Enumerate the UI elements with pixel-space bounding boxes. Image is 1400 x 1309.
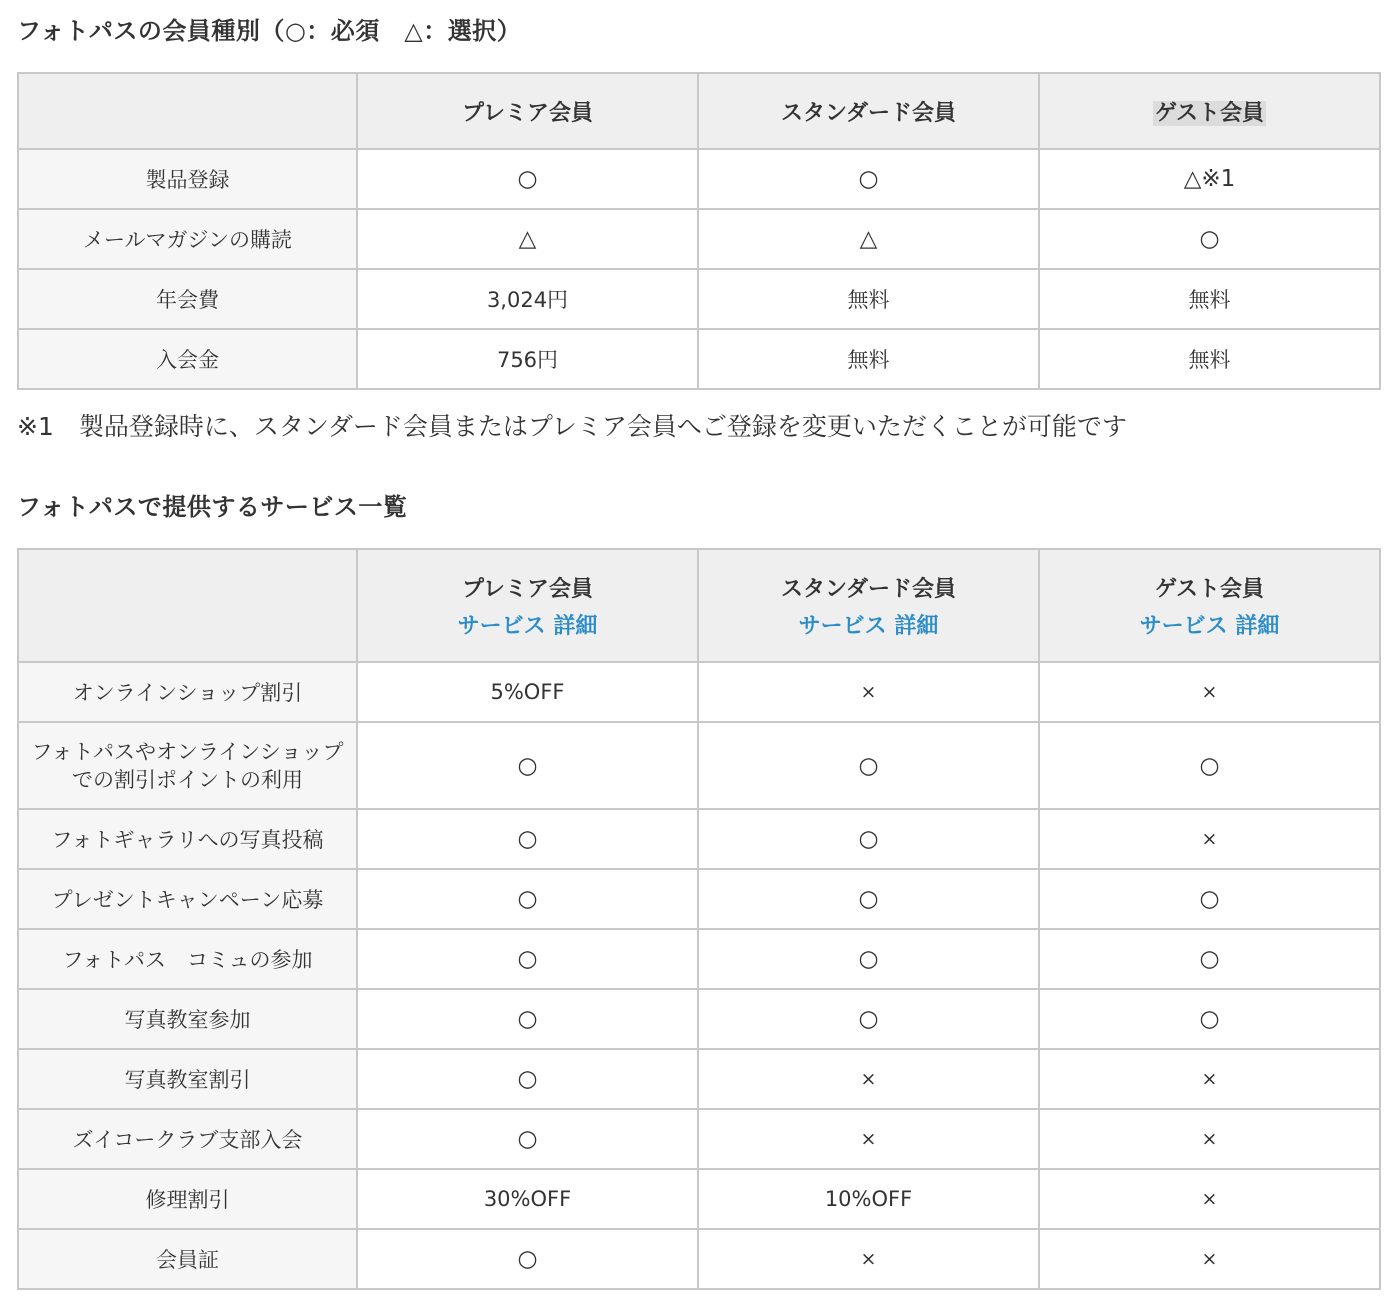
cell-premier: ○ (357, 722, 698, 809)
cell-guest: × (1039, 662, 1380, 722)
row-label: フォトパス コミュの参加 (18, 929, 357, 989)
membership-types-title: フォトパスの会員種別（○：必須 △：選択） (17, 17, 522, 45)
row-label: ズイコークラブ支部入会 (18, 1109, 357, 1169)
header-premier: プレミア会員 (357, 73, 698, 149)
header-standard: スタンダード会員 (698, 73, 1039, 149)
header-standard-label: スタンダード会員 (780, 576, 957, 602)
header-empty (18, 549, 357, 662)
header-guest (1039, 549, 1380, 662)
row-label: 入会金 (18, 329, 357, 389)
row-label: フォトパスやオンラインショップでの割引ポイントの利用 (18, 722, 357, 809)
row-label: 製品登録 (18, 149, 357, 209)
cell-standard: △ (698, 209, 1039, 269)
cell-standard: 無料 (698, 269, 1039, 329)
cell-standard: ○ (698, 929, 1039, 989)
cell-premier: ○ (357, 809, 698, 869)
cell-guest: △※1 (1039, 149, 1380, 209)
row-label: 修理割引 (18, 1169, 357, 1229)
header-empty (18, 73, 357, 149)
cell-standard: × (698, 662, 1039, 722)
cell-guest: ○ (1039, 722, 1380, 809)
standard-service-detail-link[interactable]: サービス 詳細 (798, 613, 939, 639)
cell-standard: 無料 (698, 329, 1039, 389)
cell-standard: 10%OFF (698, 1169, 1039, 1229)
table-row (18, 1109, 1380, 1169)
cell-guest: ○ (1039, 929, 1380, 989)
table-row (18, 1229, 1380, 1289)
cell-premier: 756円 (357, 329, 698, 389)
table-row (18, 1169, 1380, 1229)
cell-guest: ○ (1039, 869, 1380, 929)
cell-guest: ○ (1039, 989, 1380, 1049)
footnote: ※1 製品登録時に、スタンダード会員またはプレミア会員へご登録を変更いただくことが可能です (17, 412, 1127, 441)
table-header-row (18, 549, 1380, 662)
table-row (18, 269, 1380, 329)
premier-service-detail-link[interactable]: サービス 詳細 (457, 613, 598, 639)
table-row (18, 989, 1380, 1049)
header-guest (1039, 73, 1380, 149)
cell-standard: ○ (698, 722, 1039, 809)
cell-premier: 5%OFF (357, 662, 698, 722)
row-label: 写真教室参加 (18, 989, 357, 1049)
cell-premier: 3,024円 (357, 269, 698, 329)
cell-premier: △ (357, 209, 698, 269)
table-row (18, 929, 1380, 989)
header-premier-label: プレミア会員 (461, 576, 594, 602)
cell-premier: ○ (357, 149, 698, 209)
cell-standard: × (698, 1049, 1039, 1109)
cell-guest: × (1039, 1169, 1380, 1229)
table-header-row (18, 73, 1380, 149)
cell-standard: ○ (698, 149, 1039, 209)
row-label: 会員証 (18, 1229, 357, 1289)
table-row (18, 149, 1380, 209)
cell-standard: × (698, 1229, 1039, 1289)
row-label: オンラインショップ割引 (18, 662, 357, 722)
table-row (18, 662, 1380, 722)
cell-standard: ○ (698, 869, 1039, 929)
cell-standard: × (698, 1109, 1039, 1169)
header-standard (698, 549, 1039, 662)
cell-standard: ○ (698, 989, 1039, 1049)
cell-premier: ○ (357, 869, 698, 929)
cell-premier: ○ (357, 989, 698, 1049)
row-label: 写真教室割引 (18, 1049, 357, 1109)
guest-service-detail-link[interactable]: サービス 詳細 (1139, 613, 1280, 639)
table-row (18, 722, 1380, 809)
cell-guest: ○ (1039, 209, 1380, 269)
row-label: フォトギャラリへの写真投稿 (18, 809, 357, 869)
cell-guest: × (1039, 1109, 1380, 1169)
cell-premier: ○ (357, 1109, 698, 1169)
membership-types-table (17, 72, 1381, 390)
table-row (18, 329, 1380, 389)
cell-guest: × (1039, 1229, 1380, 1289)
services-table (17, 548, 1381, 1290)
cell-premier: ○ (357, 1229, 698, 1289)
table-row (18, 1049, 1380, 1109)
row-label: 年会費 (18, 269, 357, 329)
services-title: フォトパスで提供するサービス一覧 (17, 493, 408, 521)
table-row (18, 869, 1380, 929)
row-label: メールマガジンの購読 (18, 209, 357, 269)
row-label: プレゼントキャンペーン応募 (18, 869, 357, 929)
cell-premier: 30%OFF (357, 1169, 698, 1229)
cell-premier: ○ (357, 929, 698, 989)
header-guest-label: ゲスト会員 (1154, 100, 1265, 126)
header-premier (357, 549, 698, 662)
cell-guest: 無料 (1039, 329, 1380, 389)
cell-guest: × (1039, 1049, 1380, 1109)
table-row (18, 209, 1380, 269)
cell-premier: ○ (357, 1049, 698, 1109)
cell-guest: 無料 (1039, 269, 1380, 329)
header-guest-label: ゲスト会員 (1154, 576, 1265, 602)
cell-standard: ○ (698, 809, 1039, 869)
cell-guest: × (1039, 809, 1380, 869)
table-row (18, 809, 1380, 869)
